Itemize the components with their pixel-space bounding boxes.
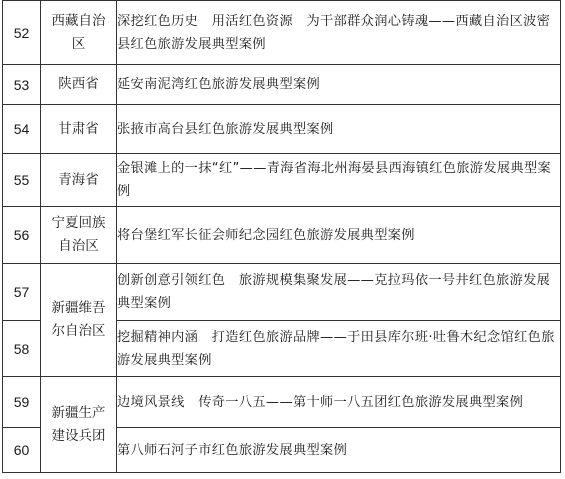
case-name: 挖掘精神内涵 打造红色旅游品牌——于田县库尔班·吐鲁木纪念馆红色旅游发展典型案例 — [117, 321, 561, 377]
province-label: 西藏自治区 — [51, 12, 106, 52]
province-cell — [41, 264, 117, 377]
province-cell — [41, 207, 117, 264]
province-label: 宁夏回族自治区 — [51, 215, 106, 254]
case-list-table — [2, 0, 561, 473]
table-row — [3, 105, 561, 154]
province-cell — [41, 154, 117, 207]
province-label: 新疆维吾尔自治区 — [51, 300, 106, 339]
case-name: 创新创意引领红色 旅游规模集聚发展——克拉玛依一号井红色旅游发展典型案例 — [117, 264, 561, 321]
row-number: 58 — [3, 321, 41, 377]
case-name: 金银滩上的一抹“红”——青海省海北州海晏县西海镇红色旅游发展典型案例 — [117, 154, 561, 207]
table-row — [3, 1, 561, 65]
province-cell — [41, 1, 117, 65]
province-label: 青海省 — [58, 171, 99, 188]
table-row — [3, 154, 561, 207]
table-row — [3, 207, 561, 264]
table-row — [3, 377, 561, 428]
case-name: 深挖红色历史 用活红色资源 为干部群众润心铸魂——西藏自治区波密县红色旅游发展典型案例 — [117, 1, 561, 65]
case-name: 将台堡红军长征会师纪念园红色旅游发展典型案例 — [117, 207, 561, 264]
province-label: 陕西省 — [58, 76, 99, 92]
case-name: 边境风景线 传奇一八五——第十师一八五团红色旅游发展典型案例 — [117, 377, 561, 428]
row-number: 59 — [3, 377, 41, 428]
row-number: 52 — [3, 1, 41, 65]
row-number: 54 — [3, 105, 41, 154]
row-number: 57 — [3, 264, 41, 321]
row-number: 56 — [3, 207, 41, 264]
province-label: 甘肃省 — [58, 120, 99, 137]
province-cell — [41, 105, 117, 154]
table-row — [3, 65, 561, 105]
case-name: 张掖市高台县红色旅游发展典型案例 — [117, 105, 561, 154]
province-label: 新疆生产建设兵团 — [51, 404, 106, 444]
case-name: 第八师石河子市红色旅游发展典型案例 — [117, 428, 561, 473]
row-number: 55 — [3, 154, 41, 207]
province-cell — [41, 377, 117, 473]
table-row — [3, 264, 561, 321]
row-number: 60 — [3, 428, 41, 473]
case-name: 延安南泥湾红色旅游发展典型案例 — [117, 65, 561, 105]
province-cell — [41, 65, 117, 105]
row-number: 53 — [3, 65, 41, 105]
